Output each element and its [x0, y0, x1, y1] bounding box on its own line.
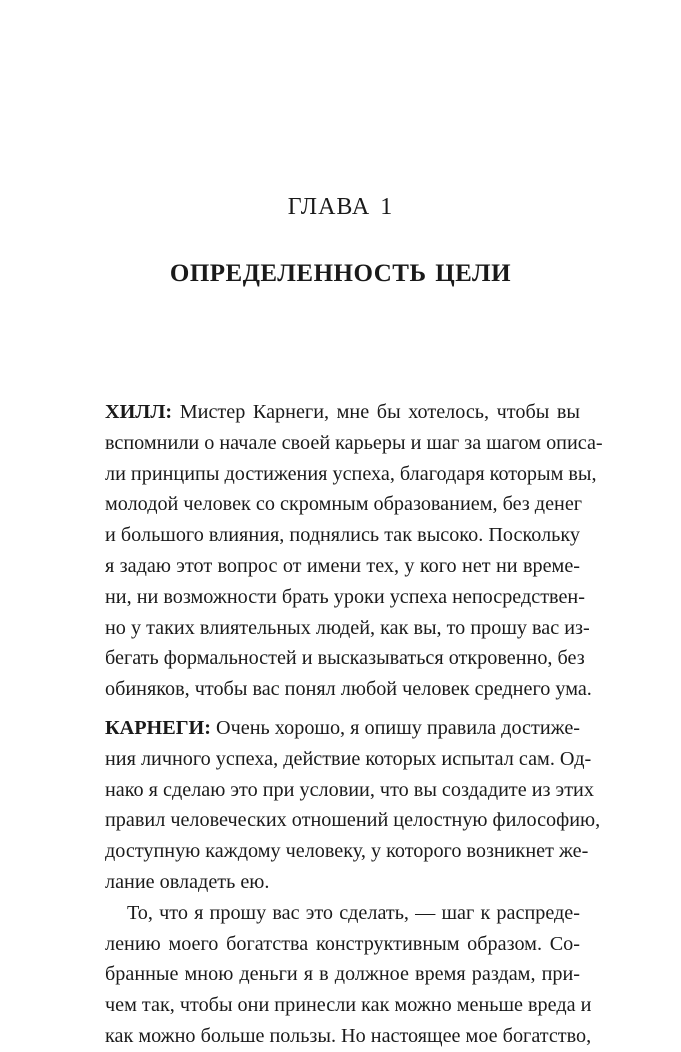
speaker-name: ХИЛЛ: — [105, 401, 173, 423]
text-line: ния личного успеха, действие которых испытал сам. Од- — [105, 747, 592, 770]
text-line: молодой человек со скромным образованием, без денег — [105, 493, 583, 516]
chapter-title: ОПРЕДЕЛЕННОСТЬ ЦЕЛИ — [169, 260, 512, 287]
dialogue-paragraph-hill — [105, 397, 603, 705]
speaker-name: КАРНЕГИ: — [105, 716, 211, 739]
text-line: правил человеческих отношений целостную философию, — [105, 809, 601, 832]
text-line: но у таких влиятельных людей, как вы, то прошу вас из- — [105, 616, 590, 639]
dialogue-paragraph-carnegie — [105, 713, 601, 898]
text-line: я задаю этот вопрос от имени тех, у кого нет ни време- — [105, 554, 580, 577]
text-line: ли принципы достижения успеха, благодаря которым вы, — [105, 462, 597, 485]
text-line: То, что я прошу вас это сделать, — шаг к распреде- — [127, 901, 580, 924]
text-line: чем так, чтобы они принесли как можно меньше вреда и — [105, 994, 592, 1017]
text-line: как можно больше пользы. Но настоящее мое богатство, — [105, 1024, 592, 1047]
text-line: лание овладеть ею. — [105, 870, 270, 893]
body-paragraph — [105, 898, 592, 1052]
text-line: КАРНЕГИ: Очень хорошо, я опишу правила достиже- — [105, 716, 580, 739]
text-line: лению моего богатства конструктивным образом. Со- — [105, 932, 580, 955]
text-line: и большого влияния, поднялись так высоко. Поскольку — [105, 524, 580, 547]
text-line: вспомнили о начале своей карьеры и шаг за шагом описа- — [105, 431, 603, 454]
text-line: бегать формальностей и высказываться откровенно, без — [105, 647, 585, 670]
text-line: доступную каждому человеку, у которого возникнет же- — [105, 840, 589, 863]
text-line: бранные мною деньги я в должное время раздам, при- — [105, 963, 580, 986]
text-line: обиняков, чтобы вас понял любой человек среднего ума. — [105, 678, 592, 701]
text-line: ХИЛЛ: Мистер Карнеги, мне бы хотелось, чтобы вы — [105, 401, 580, 423]
text-line: ни, ни возможности брать уроки успеха непосредствен- — [105, 585, 585, 608]
text-line: нако я сделаю это при условии, что вы создадите из этих — [105, 778, 594, 801]
chapter-body — [105, 397, 603, 1052]
chapter-number: ГЛАВА 1 — [287, 194, 394, 220]
